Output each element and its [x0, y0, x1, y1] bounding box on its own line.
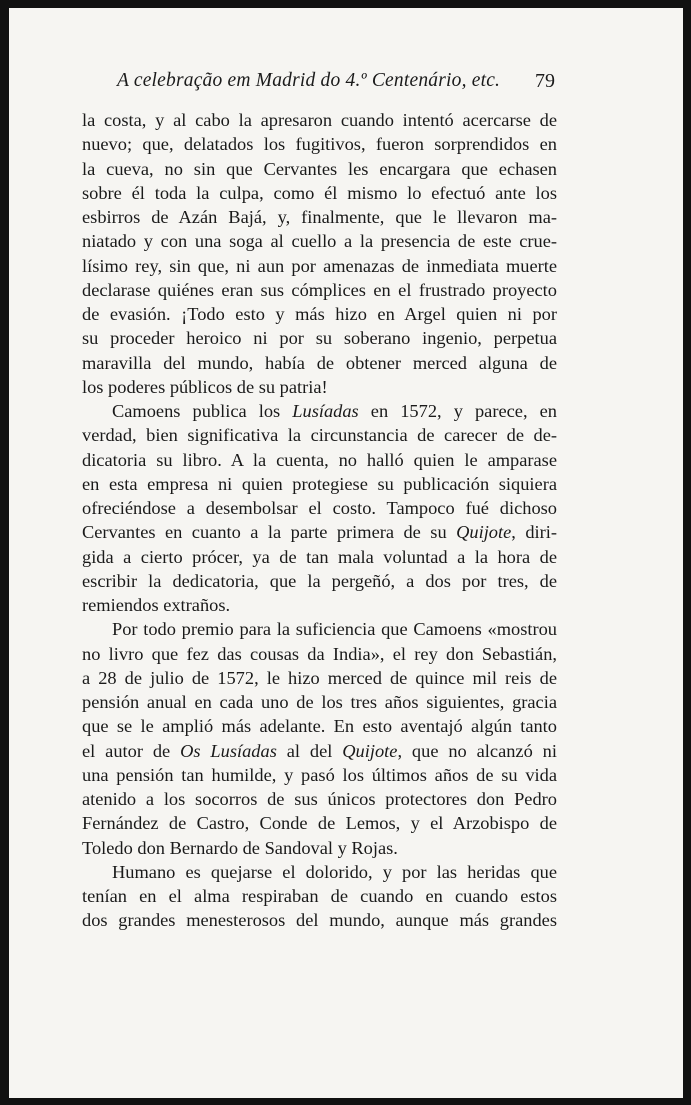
text-line: nuevo; que, delatados los fugitivos, fueron sorprendidos en: [82, 134, 557, 155]
text-line: gida a cierto prócer, ya de tan mala voluntad a la hora de: [82, 546, 557, 567]
paragraph: [82, 399, 557, 617]
text-line: esbirros de Azán Bajá, y, finalmente, que le llevaron ma-: [82, 207, 557, 227]
book-page: [9, 8, 683, 1098]
text-line: sobre él toda la culpa, como él mismo lo efectuó ante los: [82, 182, 557, 203]
text-line: Fernández de Castro, Conde de Lemos, y el Arzobispo de: [82, 813, 557, 834]
text-line: Humano es quejarse el dolorido, y por las heridas que: [112, 861, 557, 882]
text-line: declarase quiénes eran sus cómplices en el frustrado proyecto: [82, 279, 557, 300]
text-line: Camoens publica los Lusíadas en 1572, y parece, en: [112, 401, 557, 421]
text-line: una pensión tan humilde, y pasó los últimos años de su vida: [82, 764, 557, 785]
text-line: no livro que fez das cousas da India», el rey don Sebastián,: [82, 643, 557, 664]
text-line: que se le amplió más adelante. En esto aventajó algún tanto: [82, 716, 557, 737]
text-line: su proceder heroico ni por su soberano ingenio, perpetua: [82, 328, 557, 349]
paragraph: [82, 108, 557, 399]
page-number: 79: [535, 70, 555, 92]
text-line: Cervantes en cuanto a la parte primera de su Quijote, diri-: [82, 522, 557, 543]
text-line: de evasión. ¡Todo esto y más hizo en Argel quien ni por: [82, 304, 557, 324]
text-line: ofreciéndose a desembolsar el costo. Tampoco fué dichoso: [82, 498, 557, 518]
text-line: escribir la dedicatoria, que la pergeñó, a dos por tres, de: [82, 570, 557, 591]
text-line: el autor de Os Lusíadas al del Quijote, que no alcanzó ni: [82, 740, 557, 761]
text-line: verdad, bien significativa la circunstancia de carecer de de-: [82, 425, 557, 446]
text-line: pensión anual en cada uno de los tres años siguientes, gracia: [82, 692, 557, 712]
text-line: dos grandes menesterosos del mundo, aunque más grandes: [82, 910, 557, 931]
text-line: los poderes públicos de su patria!: [82, 376, 328, 397]
running-title: A celebração em Madrid do 4.º Centenário, etc.: [117, 70, 501, 91]
text-line: a 28 de julio de 1572, le hizo merced de quince mil reis de: [82, 667, 557, 688]
text-line: dicatoria su libro. A la cuenta, no halló quien le amparase: [82, 449, 557, 470]
text-line: la costa, y al cabo la apresaron cuando intentó acercarse de: [82, 110, 557, 130]
text-line: en esta empresa ni quien protegiese su publicación siquiera: [82, 473, 557, 494]
text-line: remiendos extraños.: [82, 595, 231, 615]
paragraph: [82, 860, 557, 933]
page-header: [9, 70, 683, 100]
text-line: lísimo rey, sin que, ni aun por amenazas de inmediata muerte: [82, 255, 557, 276]
text-line: Por todo premio para la suficiencia que Camoens «mostrou: [112, 619, 557, 640]
text-line: maravilla del mundo, había de obtener merced alguna de: [82, 352, 557, 373]
text-line: la cueva, no sin que Cervantes les encargara que echasen: [82, 158, 557, 179]
text-line: Toledo don Bernardo de Sandoval y Rojas.: [82, 837, 398, 858]
body-text: [82, 108, 557, 933]
text-line: atenido a los socorros de sus únicos protectores don Pedro: [82, 789, 557, 809]
paragraph: [82, 617, 557, 860]
text-line: tenían en el alma respiraban de cuando en cuando estos: [82, 886, 557, 906]
text-line: niatado y con una soga al cuello a la presencia de este crue-: [82, 231, 557, 252]
